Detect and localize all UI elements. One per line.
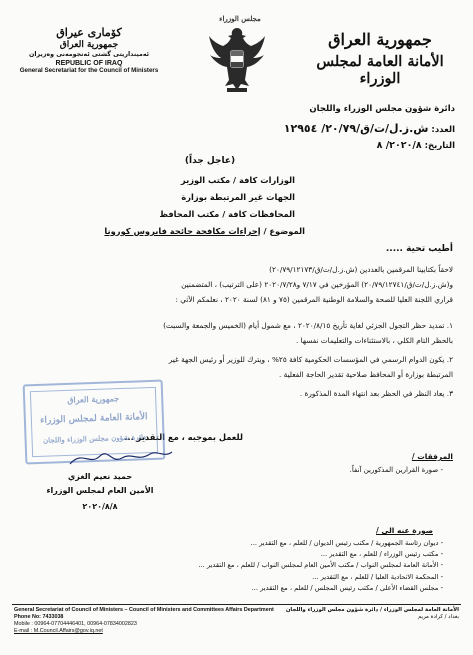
header-english-title: REPUBLIC OF IRAQ [55, 60, 123, 67]
header-kurdish-title: كۆمارى عيراق [56, 26, 122, 39]
closing-line: للعمل بموجبه ، مع التقدير ... [124, 432, 243, 442]
item-line: ٢. يكون الدوام الرسمي في المؤسسات الحكومية كافة ٢٥% ، ويترك للوزير أو رئيس الجهة غير [168, 355, 453, 364]
reference-number-row [155, 122, 455, 135]
iraq-eagle-emblem-icon [207, 24, 267, 96]
subject-label: الموضوع / [263, 226, 305, 236]
body-line: و(ش.ز.ل/ت/ق/٢٠/٧٩/١٢٧٤١) المؤرخين في ٧/١٧ و٢٠٢٠/٧/٢٨ (على الترتيب) ، المتضمنين [181, 280, 453, 289]
urgency-note: (عاجل جداً) [184, 156, 236, 166]
footer-line: General Secretariat of Council of Ministers – Council of Ministers and Committees Affairs Department [14, 607, 274, 613]
header-left [14, 26, 164, 74]
footer-line: الأمانة العامة لمجلس الوزراء / دائرة شؤون مجلس الوزراء واللجان [285, 607, 459, 613]
number-label: العدد: [431, 125, 455, 135]
header-arabic-subtitle: الأمانة العامة لمجلس الوزراء [316, 53, 444, 87]
addressees [95, 172, 295, 223]
body-line: قراري اللجنة العليا للصحة والسلامة الوطنية المرقمين (٧٥ و ٨١) لسنة ٢٠٢٠ ، نعلمكم الآتي : [175, 295, 453, 304]
stamp-line: الأمانة العامة لمجلس الوزراء [40, 412, 148, 426]
signature-date: ٢٠٢٠/٨/٨ [82, 502, 118, 511]
stamp-line: دائرة شؤون مجلس الوزراء واللجان [42, 432, 147, 445]
footer-arabic [279, 607, 459, 621]
item-line: بالحظر التام الكلي ، بالاستثناءات والتعليمات نفسها . [295, 336, 453, 345]
footer-line: Phone No: 7433038 [14, 614, 64, 620]
signatory-name: حميد نعيم الغزي [67, 472, 133, 481]
list-item: - ديوان رئاسة الجمهورية / مكتب رئيس الديوان / للعلم ، مع التقدير ... [250, 539, 443, 547]
list-item: - مكتب رئيس الوزراء / للعلم ، مع التقدير ... [320, 550, 443, 559]
date-row [155, 140, 455, 151]
date-label: التاريخ: [424, 141, 455, 151]
header-english-subtitle: General Secretariat for the Council of Ministers [19, 67, 159, 74]
list-item: - الأمانة العامة لمجلس النواب / مكتب الأمين العام لمجلس النواب / للعلم ، مع التقدير ... [198, 561, 443, 570]
stamp-line: جمهورية العراق [67, 393, 120, 405]
attachments-label: المرفقات / [411, 452, 453, 461]
subject-row [65, 226, 305, 236]
list-item: - مجلس القضاء الأعلى / مكتب رئيس المجلس / للعلم ، مع التقدير ... [251, 583, 443, 592]
item-line: ١. تمديد حظر التجول الجزئي لغاية تأريخ ٢٠٢٠/٨/١٥ ، مع شمول أيام (الخميس والجمعة والسبت) [163, 321, 453, 330]
footer-line: Mobile : 00964-07704446401, 00964-07834002823 [14, 621, 137, 627]
copies-list [83, 538, 443, 594]
addressee-line: المحافظات كافة / مكتب المحافظ [159, 209, 295, 219]
header-kurdish-subtitle: ئه‌مینداریتی گشتی ئەنجومەنی وەزیران [28, 51, 150, 58]
department-name: دائرة شؤون مجلس الوزراء واللجان [309, 104, 455, 114]
footer-divider [12, 604, 461, 605]
addressee-line: الجهات غير المرتبطة بوزارة [181, 192, 295, 202]
header-arabic-title: جمهورية العراق [328, 30, 432, 49]
footer-english [14, 607, 274, 635]
body-line: لاحقاً بكتابينا المرقمين بالعددين (ش.ز.ل/ت/ق/٢٠/٧٩/١٢١٧٣) [269, 265, 453, 274]
attachments-item: - صورة القرارين المذكورين آنفاً. [349, 466, 443, 474]
header-arabic-title-left: جمهورية العراق [59, 40, 119, 50]
subject-text: إجراءات مكافحة جائحة فايروس كورونا [104, 226, 261, 236]
body-intro [19, 262, 453, 307]
signatory-title: الأمين العام لمجلس الوزراء [46, 486, 154, 495]
copies-label: صورة عنه الى / [376, 526, 433, 535]
list-item [19, 352, 453, 382]
list-item: - المحكمة الاتحادية العليا / للعلم ، مع التقدير ... [312, 572, 443, 581]
list-item [19, 318, 453, 348]
addressee-line: الوزارات كافة / مكتب الوزير [180, 175, 295, 185]
footer-email: E-mail : M.Council.Affairs@gov.iq.net [14, 628, 103, 634]
greeting: أطيب تحية ..... [385, 244, 453, 254]
item-line: المرتبطة بوزارة أو المحافظ صلاحية تقدير الحاجة الفعلية . [279, 370, 453, 379]
item-line: ٣. يعاد النظر في الحظر بعد انتهاء المدة المذكورة . [299, 389, 453, 398]
date-value: ٢٠٢٠/٨/ ٨ [376, 140, 422, 151]
number-value: ش.ز.ل/ت/ق/٢٠/٧٩/ ١٢٩٥٤ [283, 122, 429, 135]
header-right [300, 30, 460, 87]
footer-line: بغداد / كرادة مريم [418, 614, 459, 620]
header-flourish: مجلس الوزراء [219, 14, 261, 23]
handwritten-signature [60, 446, 180, 470]
